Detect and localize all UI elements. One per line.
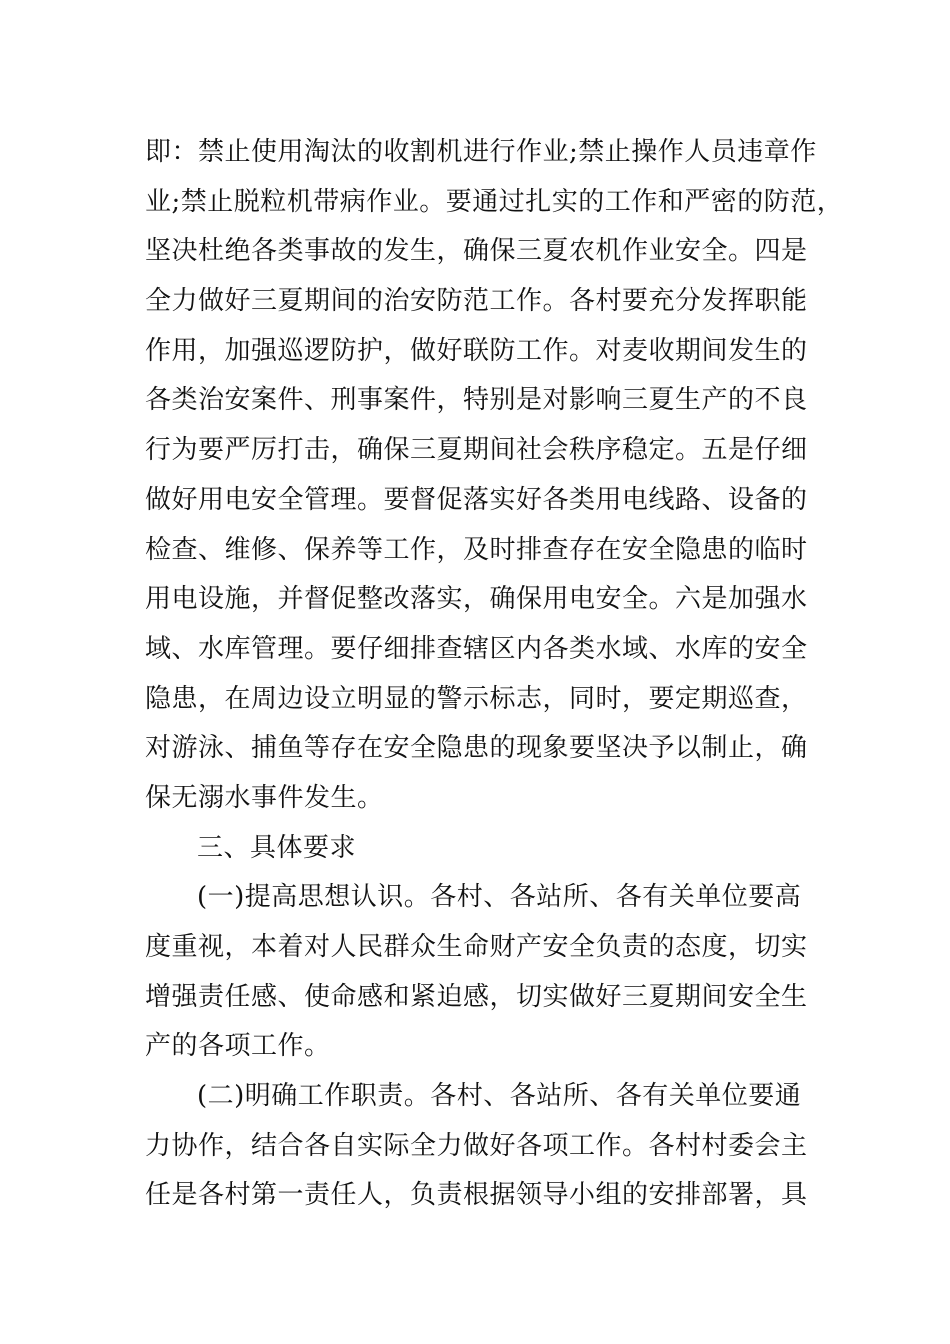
text-line: 业;禁止脱粒机带病作业。要通过扎实的工作和严密的防范， <box>145 186 844 217</box>
text-line: 行为要严厉打击，确保三夏期间社会秩序稳定。五是仔细 <box>145 435 808 466</box>
text-line: 隐患，在周边设立明显的警示标志，同时，要定期巡查， <box>145 683 808 714</box>
text-line: 三、具体要求 <box>197 832 357 863</box>
text-line: 任是各村第一责任人，负责根据领导小组的安排部署，具 <box>145 1180 808 1211</box>
text-line: 域、水库管理。要仔细排查辖区内各类水域、水库的安全 <box>145 633 808 664</box>
text-line: 增强责任感、使命感和紧迫感，切实做好三夏期间安全生 <box>145 981 808 1012</box>
text-line: 检查、维修、保养等工作，及时排查存在安全隐患的临时 <box>145 534 808 565</box>
text-line: 用电设施，并督促整改落实，确保用电安全。六是加强水 <box>145 584 808 615</box>
text-line: (一)提高思想认识。各村、各站所、各有关单位要高 <box>197 882 802 913</box>
text-line: 做好用电安全管理。要督促落实好各类用电线路、设备的 <box>145 484 808 515</box>
text-line: 即：禁止使用淘汰的收割机进行作业;禁止操作人员违章作 <box>145 137 817 167</box>
text-line: 力协作，结合各自实际全力做好各项工作。各村村委会主 <box>145 1130 808 1161</box>
text-line: 度重视，本着对人民群众生命财产安全负责的态度，切实 <box>145 932 808 962</box>
text-line: 对游泳、捕鱼等存在安全隐患的现象要坚决予以制止，确 <box>145 733 808 764</box>
text-line: 各类治安案件、刑事案件，特别是对影响三夏生产的不良 <box>145 385 808 416</box>
text-line: 坚决杜绝各类事故的发生，确保三夏农机作业安全。四是 <box>145 236 808 267</box>
text-line: 作用，加强巡逻防护，做好联防工作。对麦收期间发生的 <box>145 335 808 366</box>
text-line: 保无溺水事件发生。 <box>145 782 384 813</box>
body-text <box>145 128 844 1221</box>
text-line: 产的各项工作。 <box>145 1031 331 1062</box>
text-line: 全力做好三夏期间的治安防范工作。各村要充分发挥职能 <box>145 286 808 317</box>
text-line: (二)明确工作职责。各村、各站所、各有关单位要通 <box>197 1081 802 1112</box>
